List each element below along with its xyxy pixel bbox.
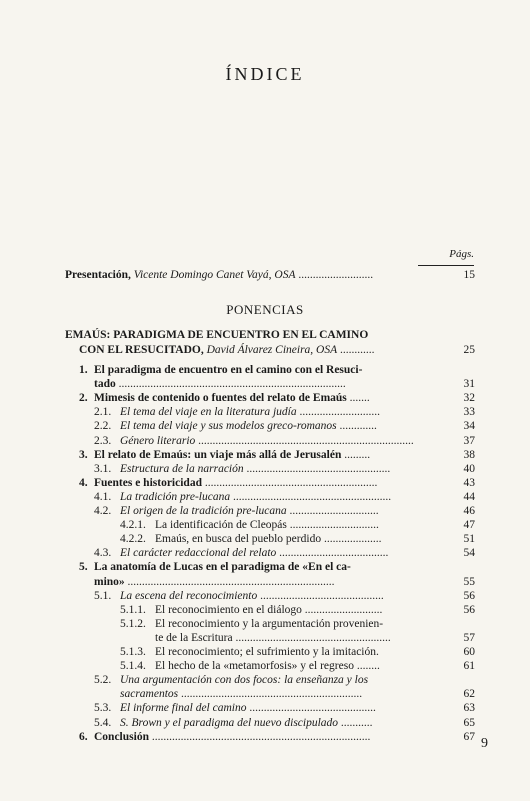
toc-entry-page: 46 — [463, 505, 475, 517]
toc-entry-page: 33 — [463, 406, 475, 418]
toc-entry-text: El hecho de la «metamorfosis» y el regreso — [155, 660, 354, 672]
toc-entry-page: 56 — [463, 590, 475, 602]
toc-entry-page: 65 — [463, 717, 475, 729]
toc-entry-text: Conclusión — [94, 731, 149, 743]
toc-entry-text: Emaús, en busca del pueblo perdido — [155, 533, 322, 545]
toc-entry — [155, 532, 440, 547]
toc-entry-page: 62 — [463, 688, 475, 700]
toc-entry-number: 5.1. — [94, 590, 112, 602]
toc-entry-text: El reconocimiento; el sufrimiento y la imitación. — [155, 646, 379, 658]
presentacion-author: Vicente Domingo Canet Vayá, OSA — [133, 269, 296, 281]
toc-entry-number: 4. — [79, 477, 88, 489]
main-title-line1: EMAÚS: PARADIGMA DE ENCUENTRO EN EL CAMINO — [65, 329, 369, 341]
toc-entry-text: El reconocimiento en el diálogo — [155, 604, 302, 616]
toc-entry-page: 54 — [463, 547, 475, 559]
toc-entry-text: El reconocimiento y la argumentación provenien- — [155, 618, 384, 630]
toc-entry — [155, 603, 440, 618]
toc-entry-text: Mimesis de contenido o fuentes del relato de Emaús — [94, 392, 347, 404]
toc-entry-dots: ............................................................................... — [115, 378, 346, 390]
toc-entry-number: 5.1.4. — [120, 660, 146, 672]
section-heading: PONENCIAS — [226, 302, 304, 317]
toc-entry — [120, 716, 440, 731]
toc-entry — [120, 462, 440, 477]
toc-entry — [94, 448, 440, 463]
toc-entry-dots: .................... — [321, 533, 382, 545]
toc-entry-page: 55 — [463, 576, 475, 588]
toc-entry — [94, 391, 440, 406]
toc-entry-number: 5.1.2. — [120, 618, 146, 630]
toc-entry-dots: ...................................... — [276, 547, 389, 559]
toc-entry — [120, 490, 440, 505]
toc-entry-dots: ....................................................... — [230, 491, 392, 503]
toc-entry-number: 5.3. — [94, 702, 112, 714]
presentacion-page: 15 — [463, 269, 475, 281]
toc-entry — [120, 504, 440, 519]
toc-entry-text: Estructura de la narración — [120, 463, 244, 475]
toc-entry-text: S. Brown y el paradigma del nuevo discipulado — [120, 717, 339, 729]
toc-entry — [155, 518, 440, 533]
toc-entry-number: 5.1.1. — [120, 604, 146, 616]
toc-entry-number: 1. — [79, 364, 88, 376]
toc-entry — [120, 687, 440, 702]
toc-entry — [120, 546, 440, 561]
toc-entry-text: tado — [94, 378, 116, 390]
toc-entry-number: 5. — [79, 561, 88, 573]
toc-entry-text: La escena del reconocimiento — [120, 590, 258, 602]
toc-entry — [94, 575, 440, 590]
toc-entry — [155, 645, 440, 660]
toc-entry-text: La anatomía de Lucas en el paradigma de «En el ca- — [94, 561, 351, 573]
toc-entry-page: 57 — [463, 632, 475, 644]
toc-entry-page: 44 — [463, 491, 475, 503]
toc-entry-dots: ............................................ — [246, 702, 376, 714]
toc-entry — [155, 631, 440, 646]
toc-entry-text: El carácter redaccional del relato — [120, 547, 277, 559]
toc-entry-number: 4.3. — [94, 547, 112, 559]
toc-entry-text: mino» — [94, 576, 125, 588]
toc-entry-text: El tema del viaje y sus modelos greco-romanos — [120, 420, 337, 432]
toc-entry-dots: ........................................................................... — [195, 435, 414, 447]
toc-entry-dots: ......... — [341, 449, 371, 461]
toc-entry — [120, 701, 440, 716]
toc-entry-page: 63 — [463, 702, 475, 714]
toc-entry-number: 5.4. — [94, 717, 112, 729]
toc-entry — [120, 673, 475, 688]
toc-entry-number: 2.1. — [94, 406, 112, 418]
toc-entry-number: 2.2. — [94, 420, 112, 432]
toc-entry-text: sacramentos — [120, 688, 179, 700]
toc-entry-page: 61 — [463, 660, 475, 672]
toc-entry-dots: ........................................... — [257, 590, 384, 602]
toc-entry-dots: ........................... — [301, 604, 383, 616]
toc-entry — [94, 377, 440, 392]
toc-entry-dots: ............................................................ — [201, 477, 378, 489]
toc-entry-page: 67 — [463, 731, 475, 743]
toc-entry — [155, 659, 440, 674]
toc-entry — [94, 476, 440, 491]
main-title-bold: CON EL RESUCITADO, — [79, 344, 204, 356]
toc-entry-dots: ............................................................................ — [148, 731, 371, 743]
toc-entry-number: 3.1. — [94, 463, 112, 475]
pages-column-label: Págs. — [449, 248, 474, 260]
toc-entry-dots: ...................................................... — [232, 632, 391, 644]
toc-entry — [120, 589, 440, 604]
presentacion-dots: .......................... — [298, 269, 374, 281]
toc-entry-page: 51 — [463, 533, 475, 545]
toc-entry-page: 34 — [463, 420, 475, 432]
main-title-dots: ............ — [340, 344, 375, 356]
toc-entry-dots: ............................ — [296, 406, 380, 418]
page-number: 9 — [481, 736, 488, 751]
toc-entry-dots: ....... — [346, 392, 370, 404]
toc-entry — [120, 419, 440, 434]
toc-entry-dots: ........ — [353, 660, 380, 672]
toc-entry-text: Género literario — [120, 435, 196, 447]
toc-entry-text: Una argumentación con dos focos: la enseñanza y los — [120, 674, 369, 686]
toc-entry-number: 2. — [79, 392, 88, 404]
toc-entry — [155, 617, 475, 632]
presentacion-label: Presentación, — [65, 269, 131, 281]
toc-entry-page: 40 — [463, 463, 475, 475]
page-title: ÍNDICE — [225, 64, 305, 84]
toc-entry-dots: ........... — [338, 717, 373, 729]
toc-entry-number: 3. — [79, 449, 88, 461]
toc-entry-page: 47 — [463, 519, 475, 531]
toc-entry — [94, 560, 475, 575]
toc-entry-page: 31 — [463, 378, 475, 390]
toc-entry-text: El informe final del camino — [120, 702, 247, 714]
toc-entry-dots: ............................... — [286, 519, 379, 531]
toc-entry-text: La identificación de Cleopás — [155, 519, 287, 531]
toc-entry — [94, 363, 475, 378]
toc-entry — [120, 405, 440, 420]
toc-entry-number: 4.1. — [94, 491, 112, 503]
toc-entry-number: 4.2.2. — [120, 533, 146, 545]
toc-entry-text: El tema del viaje en la literatura judía — [120, 406, 297, 418]
toc-entry-text: te de la Escritura — [155, 632, 233, 644]
toc-entry-text: La tradición pre-lucana — [120, 491, 231, 503]
toc-entry-dots: ............. — [336, 420, 377, 432]
toc-entry — [120, 434, 440, 449]
toc-entry-number: 4.2. — [94, 505, 112, 517]
toc-entry-number: 2.3. — [94, 435, 112, 447]
toc-entry-page: 43 — [463, 477, 475, 489]
toc-entry-number: 5.2. — [94, 674, 112, 686]
toc-entry-dots: .................................................. — [243, 463, 391, 475]
toc-entry-page: 37 — [463, 435, 475, 447]
toc-entry-page: 60 — [463, 646, 475, 658]
main-title-author: David Álvarez Cineira, OSA — [206, 344, 338, 356]
toc-entry-text: Fuentes e historicidad — [94, 477, 202, 489]
toc-entry-text: El origen de la tradición pre-lucana — [120, 505, 287, 517]
toc-entry-text: El relato de Emaús: un viaje más allá de Jerusalén — [94, 449, 342, 461]
toc-entry-page: 32 — [463, 392, 475, 404]
toc-entry-dots: ........................................................................ — [124, 576, 335, 588]
toc-entry-number: 5.1.3. — [120, 646, 146, 658]
toc-entry-text: El paradigma de encuentro en el camino con el Resuci- — [94, 364, 363, 376]
main-title-page: 25 — [463, 344, 475, 356]
toc-entry — [94, 730, 440, 745]
toc-entry-page: 56 — [463, 604, 475, 616]
toc-entry-number: 6. — [79, 731, 88, 743]
toc-entry-dots: ............................... — [286, 505, 379, 517]
toc-entry-dots: ............................................................... — [178, 688, 363, 700]
toc-entry-page: 38 — [463, 449, 475, 461]
toc-entry-number: 4.2.1. — [120, 519, 146, 531]
